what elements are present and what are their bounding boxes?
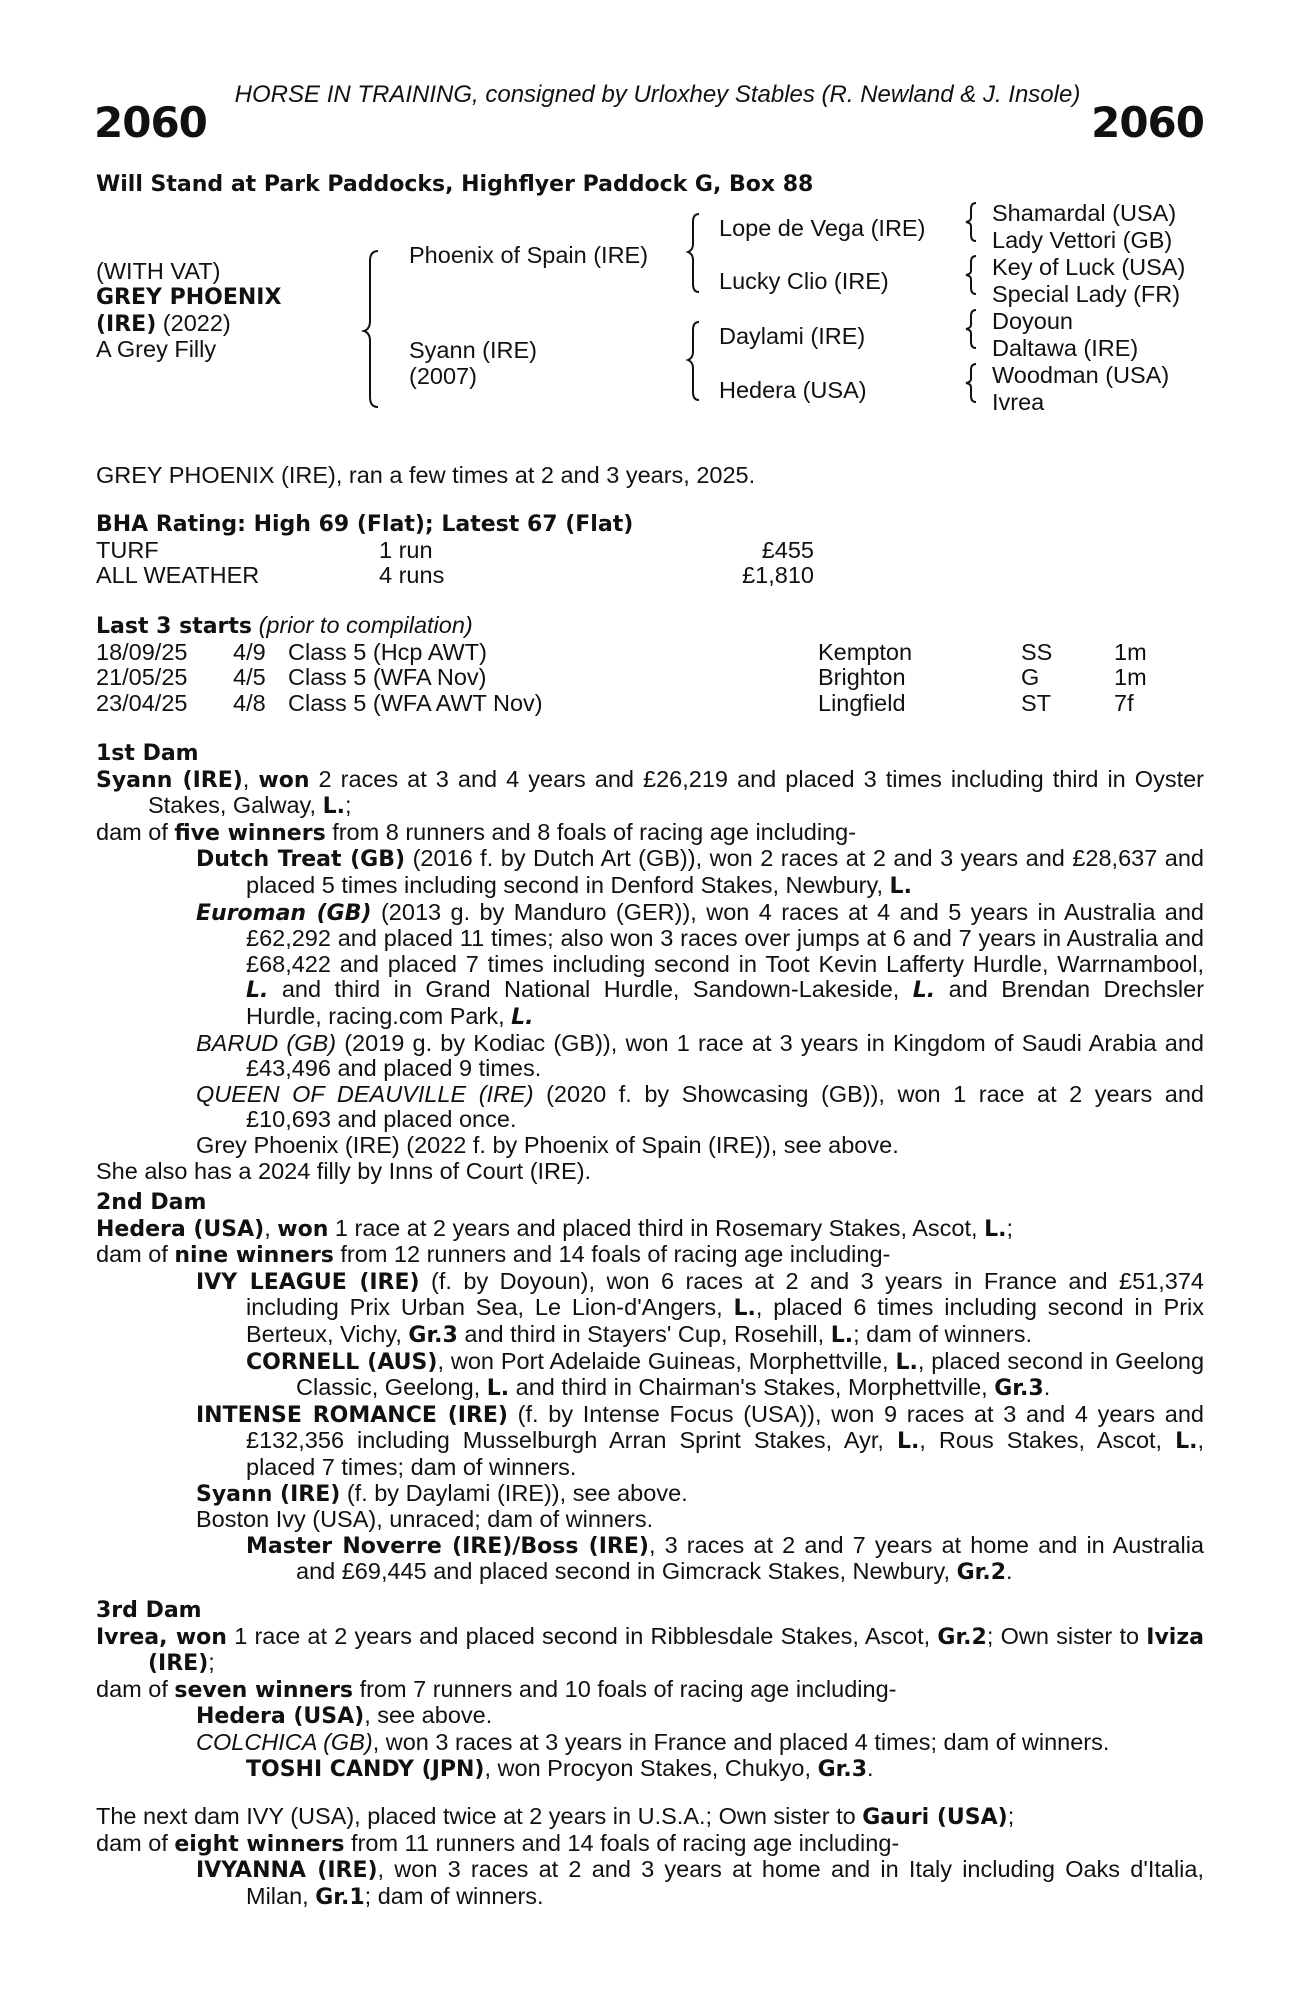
- pedigree-great-4: Special Lady (FR): [992, 281, 1181, 307]
- next-dam-record: [96, 1804, 1204, 1831]
- first-dam-produce: [96, 820, 1204, 847]
- listed-badge: L.: [486, 1376, 510, 1402]
- second-dam-heading: 2nd Dam: [96, 1190, 207, 1215]
- listed-badge: L.: [889, 873, 912, 899]
- stand-location: Will Stand at Park Paddocks, Highflyer Paddock G, Box 88: [96, 172, 814, 197]
- horse-country: (IRE): [96, 312, 157, 337]
- grand-progeny-entry: [96, 1756, 1204, 1783]
- progeny-end: .: [1006, 1558, 1013, 1585]
- listed-badge: L.: [322, 794, 345, 820]
- consignment-line: HORSE IN TRAINING, consigned by Urloxhey Stables (R. Newland & J. Insole): [234, 81, 1081, 108]
- winners-count: seven winners: [174, 1677, 354, 1703]
- dam-of-label: dam of: [96, 1829, 168, 1856]
- start-row: [96, 665, 1204, 691]
- record-end: ;: [344, 792, 352, 819]
- start-course: Lingfield: [818, 689, 906, 716]
- pedigree-sire: Phoenix of Spain (IRE): [409, 242, 649, 268]
- progeny-text: , see above.: [364, 1702, 493, 1729]
- progeny-text: and third in Stayers' Cup, Rosehill,: [464, 1320, 825, 1347]
- group-badge: Gr.3: [408, 1322, 458, 1348]
- grand-progeny-entry: [96, 1349, 1204, 1402]
- first-dam-also: She also has a 2024 filly by Inns of Court (IRE).: [96, 1157, 592, 1184]
- progeny-text: (f. by Doyoun), won 6 races at 2 and 3 years in France and £51,374 including Prix Urban Sea, Le Lion-d'Angers,: [246, 1267, 1205, 1321]
- pedigree-great-2: Lady Vettori (GB): [992, 227, 1173, 253]
- third-dam-heading: 3rd Dam: [96, 1598, 202, 1623]
- dam-of-label: dam of: [96, 1241, 168, 1268]
- progeny-text: , 3 races at 2 and 7 years at home and in Australia and £69,445 and placed second in Gimcrack Stakes, Newbury,: [296, 1531, 1205, 1585]
- last-starts-title: Last 3 starts: [96, 614, 253, 639]
- start-course: Kempton: [818, 638, 913, 665]
- first-dam-heading: 1st Dam: [96, 741, 199, 766]
- second-dam-section: [96, 1190, 1204, 1586]
- progeny-name: INTENSE ROMANCE (IRE): [196, 1402, 508, 1428]
- last-starts-section: [96, 613, 1204, 716]
- second-dam-produce: [96, 1242, 1204, 1269]
- race-summary: GREY PHOENIX (IRE), ran a few times at 2 and 3 years, 2025.: [96, 462, 756, 488]
- progeny-end: ; dam of winners.: [364, 1882, 544, 1909]
- progeny-entry: Grey Phoenix (IRE) (2022 f. by Phoenix of Spain (IRE)), see above.: [196, 1131, 899, 1158]
- progeny-name: BARUD (GB): [196, 1029, 337, 1056]
- dam-of-label: dam of: [96, 1675, 168, 1702]
- last-starts-heading: [96, 613, 1204, 640]
- rating-row: [96, 538, 1204, 564]
- listed-badge: L.: [830, 1322, 854, 1348]
- progeny-entry: [96, 1082, 1204, 1133]
- second-dam-record: Hedera (USA), won 1 race at 2 years and placed third in Rosemary Stakes, Ascot, L.;: [96, 1214, 1014, 1242]
- horse-name: GREY PHOENIX: [96, 285, 282, 310]
- progeny-entry: [96, 1031, 1204, 1082]
- listed-badge: L.: [912, 978, 936, 1004]
- pedigree-bracket-dam: [685, 318, 709, 408]
- start-race: Class 5 (WFA Nov): [288, 664, 487, 691]
- pedigree-bracket-sire: [685, 210, 709, 300]
- rating-runs: 4 runs: [379, 562, 445, 589]
- progeny-name: QUEEN OF DEAUVILLE (IRE): [196, 1080, 534, 1107]
- progeny-name: Master Noverre (IRE)/Boss (IRE): [246, 1533, 649, 1559]
- won-label: , won: [159, 1624, 227, 1650]
- group-badge: Gr.3: [994, 1376, 1044, 1402]
- group-badge: Gr.2: [956, 1560, 1006, 1586]
- start-going: ST: [1021, 689, 1052, 716]
- start-position: 4/9: [233, 638, 266, 665]
- start-going: G: [1021, 664, 1040, 691]
- start-date: 23/04/25: [96, 689, 188, 716]
- progeny-entry: [96, 1402, 1204, 1481]
- dam-of-label: dam of: [96, 818, 168, 845]
- progeny-text: and Brendan Drechsler Hurdle, racing.com Park,: [246, 976, 1205, 1029]
- pedigree-granddam-maternal: Hedera (USA): [719, 377, 867, 403]
- progeny-text: , won Port Adelaide Guineas, Morphettville,: [437, 1347, 889, 1374]
- pedigree-great-3: Key of Luck (USA): [992, 254, 1186, 280]
- pedigree-granddam-paternal: Lucky Clio (IRE): [719, 268, 889, 294]
- produce-text: from 8 runners and 8 foals of racing age including-: [332, 818, 857, 845]
- progeny-text: , placed second in Geelong Classic, Geelong,: [296, 1347, 1205, 1401]
- won-label: won: [258, 767, 310, 793]
- horse-description: A Grey Filly: [96, 336, 217, 362]
- third-dam-name: Ivrea: [96, 1624, 160, 1650]
- start-date: 21/05/25: [96, 664, 188, 691]
- listed-badge: L.: [896, 1429, 920, 1455]
- pedigree-great-5: Doyoun: [992, 308, 1073, 334]
- rating-section: [96, 512, 1204, 589]
- horse-year: (2022): [162, 310, 231, 336]
- progeny-name: IVY LEAGUE (IRE): [196, 1269, 420, 1295]
- winners-count: nine winners: [174, 1243, 334, 1269]
- progeny-end: .: [867, 1754, 874, 1781]
- grand-progeny-entry: [96, 1533, 1204, 1586]
- won-label: won: [277, 1216, 329, 1242]
- start-position: 4/8: [233, 689, 266, 716]
- pedigree-grandsire-maternal: Daylami (IRE): [719, 323, 866, 349]
- start-position: 4/5: [233, 664, 266, 691]
- progeny-text: , won Procyon Stakes, Chukyo,: [484, 1754, 812, 1781]
- rating-row: [96, 563, 1204, 589]
- winners-count: eight winners: [174, 1831, 345, 1857]
- record-end: ;: [208, 1649, 215, 1676]
- pedigree-dam: Syann (IRE): [409, 337, 537, 363]
- start-date: 18/09/25: [96, 638, 188, 665]
- progeny-name: TOSHI CANDY (JPN): [246, 1756, 485, 1782]
- sister-name: Iviza (IRE): [148, 1624, 1204, 1677]
- listed-badge: L.: [733, 1296, 756, 1322]
- pedigree-great-1: Shamardal (USA): [992, 200, 1177, 226]
- start-going: SS: [1021, 638, 1053, 665]
- pedigree-bracket-main: [360, 245, 390, 415]
- rating-title: BHA Rating: High 69 (Flat); Latest 67 (Flat): [96, 512, 634, 537]
- record-text: The next dam IVY (USA), placed twice at 2 years in U.S.A.; Own sister to: [96, 1803, 856, 1829]
- progeny-entry: [96, 846, 1204, 899]
- start-row: [96, 691, 1204, 717]
- pedigree-great-7: Woodman (USA): [992, 362, 1170, 388]
- lot-number-right: 2060: [1091, 98, 1204, 147]
- rating-surface: ALL WEATHER: [96, 562, 260, 589]
- next-dam-produce: [96, 1831, 1204, 1858]
- listed-badge: L.: [511, 1004, 534, 1030]
- second-dam-name: Hedera (USA): [96, 1216, 265, 1242]
- last-starts-note: (prior to compilation): [258, 612, 473, 638]
- pedigree-great-6: Daltawa (IRE): [992, 335, 1139, 361]
- record-text: 1 race at 2 years and placed third in Rosemary Stakes, Ascot,: [334, 1214, 978, 1241]
- record-text: ; Own sister to: [986, 1622, 1140, 1649]
- third-dam-section: [96, 1598, 1204, 1782]
- start-distance: 7f: [1114, 689, 1134, 716]
- next-dam-section: [96, 1804, 1204, 1910]
- produce-text: from 7 runners and 10 foals of racing age including-: [359, 1675, 897, 1702]
- group-badge: Gr.1: [315, 1884, 365, 1910]
- start-distance: 1m: [1114, 664, 1147, 691]
- listed-badge: L.: [984, 1216, 1007, 1242]
- third-dam-record: [96, 1624, 1204, 1677]
- start-race: Class 5 (WFA AWT Nov): [288, 689, 543, 716]
- progeny-text: , placed 7 times; dam of winners.: [246, 1427, 1205, 1480]
- group-badge: Gr.3: [817, 1756, 867, 1782]
- progeny-text: (2019 g. by Kodiac (GB)), won 1 race at 3 years in Kingdom of Saudi Arabia and £43,496 and placed 9 times.: [246, 1029, 1204, 1082]
- pedigree-dam-year: (2007): [409, 363, 477, 389]
- record-end: ;: [1006, 1214, 1014, 1241]
- progeny-text: (f. by Daylami (IRE)), see above.: [346, 1479, 688, 1506]
- progeny-text: , Rous Stakes, Ascot,: [919, 1427, 1163, 1454]
- progeny-name: CORNELL (AUS): [246, 1349, 438, 1375]
- lot-number-left: 2060: [94, 98, 207, 147]
- record-text: 2 races at 3 and 4 years and £26,219 and placed 3 times including third in Oyster Stakes, Galway,: [148, 765, 1204, 819]
- progeny-text: and third in Chairman's Stakes, Morphettville,: [515, 1374, 988, 1401]
- progeny-entry: [96, 1857, 1204, 1910]
- start-row: [96, 640, 1204, 666]
- progeny-entry: Boston Ivy (USA), unraced; dam of winners.: [196, 1506, 654, 1533]
- pedigree-brackets-great: [962, 200, 982, 420]
- progeny-entry: [96, 900, 1204, 1031]
- first-dam-record: Syann (IRE), won 2 races at 3 and 4 years and £26,219 and placed 3 times including third in Oyster Stakes, Galway, L.;: [96, 765, 1204, 820]
- horse-name-suffix-line: [96, 311, 231, 338]
- listed-badge: L.: [895, 1349, 918, 1375]
- listed-badge: L.: [246, 978, 269, 1004]
- produce-text: from 11 runners and 14 foals of racing age including-: [351, 1829, 900, 1856]
- rating-runs: 1 run: [379, 536, 433, 563]
- pedigree-grandsire-paternal: Lope de Vega (IRE): [719, 215, 926, 241]
- progeny-text: (2020 f. by Showcasing (GB)), won 1 race at 2 years and £10,693 and placed once.: [246, 1080, 1205, 1133]
- progeny-name: Euroman (GB): [196, 900, 372, 926]
- record-text: 1 race at 2 years and placed second in Ribblesdale Stakes, Ascot,: [234, 1622, 931, 1649]
- group-badge: Gr.2: [937, 1624, 987, 1650]
- progeny-name: Hedera (USA): [196, 1704, 365, 1730]
- listed-badge: L.: [1175, 1429, 1198, 1455]
- start-race: Class 5 (Hcp AWT): [288, 638, 487, 665]
- sister-name: Gauri (USA): [862, 1805, 1008, 1830]
- progeny-text: ; dam of winners.: [853, 1320, 1033, 1347]
- progeny-text: and third in Grand National Hurdle, Sandown-Lakeside,: [281, 976, 900, 1003]
- record-end: ;: [1007, 1803, 1015, 1829]
- progeny-text: , placed 6 times including second in Prix Berteux, Vichy,: [246, 1294, 1205, 1347]
- progeny-text: (2013 g. by Manduro (GER)), won 4 races at 4 and 5 years in Australia and £62,292 and placed 11 times; also won 3 races over jumps at 6 and 7 years in Australia and £68,422 and placed 7 times including second in Toot Kevin Lafferty Hurdle, Warrnambool,: [246, 898, 1205, 977]
- pedigree-great-8: Ivrea: [992, 389, 1045, 415]
- rating-prize: £455: [761, 536, 814, 563]
- progeny-name: COLCHICA (GB): [196, 1728, 373, 1755]
- progeny-entry: [96, 1481, 1204, 1508]
- progeny-text: (2016 f. by Dutch Art (GB)), won 2 races at 2 and 3 years and £28,637 and placed 5 times including second in Denford Stakes, Newbury,: [246, 845, 1204, 898]
- third-dam-produce: [96, 1677, 1204, 1704]
- start-distance: 1m: [1114, 638, 1147, 665]
- progeny-end: .: [1043, 1374, 1051, 1401]
- winners-count: five winners: [174, 820, 326, 846]
- progeny-text: , won 3 races at 2 and 3 years at home and in Italy including Oaks d'Italia, Milan,: [246, 1856, 1204, 1909]
- produce-text: from 12 runners and 14 foals of racing age including-: [340, 1241, 891, 1268]
- rating-prize: £1,810: [742, 562, 814, 589]
- progeny-entry: [96, 1269, 1204, 1349]
- progeny-entry: [96, 1730, 1204, 1756]
- vat-note: (WITH VAT): [96, 258, 221, 284]
- first-dam-name: Syann (IRE): [96, 767, 243, 793]
- rating-surface: TURF: [96, 536, 159, 563]
- progeny-entry: [96, 1703, 1204, 1730]
- first-dam-section: [96, 741, 1204, 1184]
- progeny-text: , won 3 races at 3 years in France and placed 4 times; dam of winners.: [372, 1728, 1110, 1755]
- progeny-name: IVYANNA (IRE): [196, 1858, 378, 1884]
- progeny-name: Syann (IRE): [196, 1481, 341, 1507]
- progeny-name: Dutch Treat (GB): [196, 847, 406, 873]
- progeny-text: (f. by Intense Focus (USA)), won 9 races at 3 and 4 years and £132,356 including Musselburgh Arran Sprint Stakes, Ayr,: [246, 1400, 1204, 1454]
- start-course: Brighton: [818, 664, 906, 691]
